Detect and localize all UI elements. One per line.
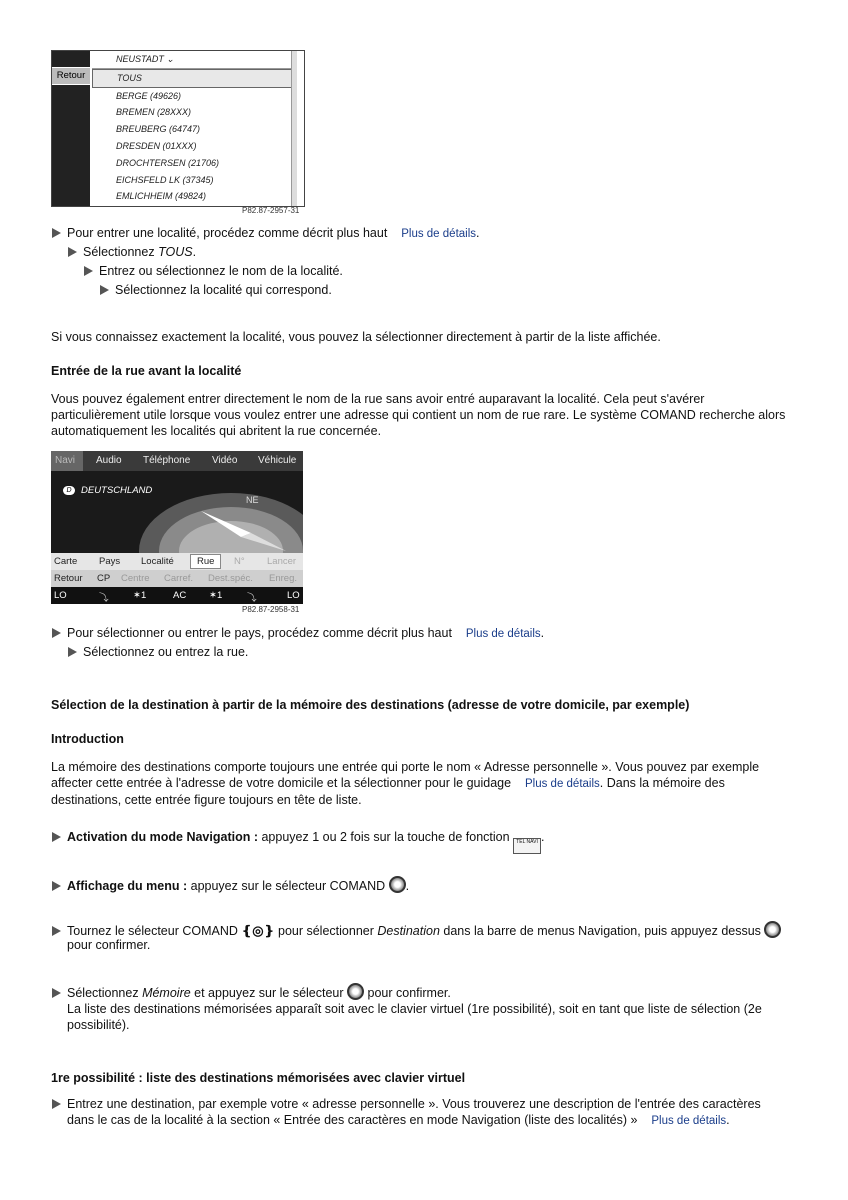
tab-carte[interactable]: Carte [54,556,78,567]
details-link[interactable]: Plus de détails [465,628,541,640]
paragraph: Vous pouvez également entrer directement le nom de la rue sans avoir entré auparavant la localité. Cela peut s'avérer particulièrement utile lorsque vous voulez entrer une adresse qui contient un nom de rue rare. Le système COMAND recherche alors automatiquement les localités qui abritent la rue concernée. [51,392,786,438]
dest-spec-button[interactable]: Dest.spéc. [208,573,253,584]
step: Entrez une destination, par exemple votre « adresse personnelle ». Vous trouverez une description de l'entrée des caractères dans le cas de la localité à la section « Entrée des caractères en mode Navigation (liste des localités) » Plus de détails. [52,1096,792,1129]
list-item[interactable]: TOUS [92,69,297,88]
details-link[interactable]: Plus de détails [651,1115,727,1127]
tab-numero[interactable]: N° [234,556,245,567]
step: Sélectionnez ou entrez la rue. [68,644,248,660]
arrow-icon [68,247,77,257]
arrow-icon [100,285,109,295]
climate-bar [51,587,303,604]
step: Entrez ou sélectionnez le nom de la localité. [84,263,343,279]
fan-right: ✶1 [209,590,223,601]
side-panel [52,51,90,206]
fan-left: ✶1 [133,590,147,601]
enreg-button[interactable]: Enreg. [269,573,297,584]
centre-button[interactable]: Centre [121,573,150,584]
seat-icon: ⤵ [247,593,257,604]
section-heading: Sélection de la destination à partir de la mémoire des destinations (adresse de votre domicile, par exemple) [51,698,690,712]
tab-pays[interactable]: Pays [99,556,121,567]
menu-item-telephone[interactable]: Téléphone [143,455,191,466]
step: Pour sélectionner ou entrer le pays, procédez comme décrit plus haut Plus de détails. [52,625,544,642]
country-label: D DEUTSCHLAND [63,485,152,496]
navigation-screenshot [51,451,303,604]
arrow-icon [84,266,93,276]
list-item[interactable]: EICHSFELD LK (37345) [116,174,214,185]
cp-button[interactable]: CP [97,573,111,584]
step-continued: La liste des destinations mémorisées apparaît soit avec le clavier virtuel (1re possibilité), soit en tant que liste de sélection (2e possibilité). [67,1002,762,1032]
tab-localite[interactable]: Localité [141,556,174,567]
menu-item-audio[interactable]: Audio [96,455,122,466]
selector-press-icon [764,921,781,938]
step: Activation du mode Navigation : appuyez 1 ou 2 fois sur la touche de fonction TEL NAVI . [52,829,545,854]
list-header: NEUSTADT ⌄ [92,51,297,69]
city-list [92,51,297,206]
list-item[interactable]: BREMEN (28XXX) [116,107,192,118]
climate-lo-right: LO [287,590,300,601]
menu-bar [51,451,303,471]
step: Sélectionnez TOUS. [68,244,196,260]
list-item[interactable]: EMLICHHEIM (49824) [116,191,207,202]
details-link[interactable]: Plus de détails [524,778,600,790]
arrow-icon [52,832,61,842]
ac-label: AC [173,590,187,601]
tab-lancer[interactable]: Lancer [267,556,297,567]
city-list-screenshot [51,50,305,207]
list-item[interactable]: DRESDEN (01XXX) [116,140,197,151]
arrow-icon [52,228,61,238]
list-item[interactable]: DROCHTERSEN (21706) [116,157,220,168]
figure-caption: P82.87-2957-31 [242,206,300,215]
climate-lo-left: LO [54,590,67,601]
section-heading: Entrée de la rue avant la localité [51,364,242,378]
arrow-icon [52,1099,61,1109]
menu-item-video[interactable]: Vidéo [212,455,238,466]
paragraph: La mémoire des destinations comporte toujours une entrée qui porte le nom « Adresse personnelle ». Vous pouvez par exemple affecter cette entrée à l'adresse de votre domicile et la sélectionner pour le guidage Plus de détails. Dans la mémoire des destinations, cette entrée figure toujours en tête de liste. [51,760,760,807]
tab-rue[interactable]: Rue [190,554,221,569]
tel-navi-key-icon: TEL NAVI [513,838,541,854]
list-item[interactable]: BREUBERG (64747) [116,124,201,135]
step-continued: pour confirmer. [67,938,151,952]
paragraph: Si vous connaissez exactement la localité, vous pouvez la sélectionner directement à partir de la liste affichée. [51,330,661,344]
step: Sélectionnez Mémoire et appuyez sur le sélecteur pour confirmer. [52,983,451,1001]
compass-icon [51,471,303,553]
seat-icon: ⤵ [99,593,109,604]
figure-caption: P82.87-2958-31 [242,605,300,614]
arrow-icon [68,647,77,657]
menu-item-navi[interactable]: Navi [55,455,76,466]
selector-rotate-icon: ❴◎❵ [241,923,275,938]
details-link[interactable]: Plus de détails [401,228,477,240]
scrollbar[interactable] [291,51,297,206]
tab-bar [51,553,303,570]
arrow-icon [52,881,61,891]
carref-button[interactable]: Carref. [164,573,194,584]
section-heading: 1re possibilité : liste des destinations mémorisées avec clavier virtuel [51,1071,466,1085]
step: Sélectionnez la localité qui correspond. [100,282,332,298]
retour-button[interactable]: Retour [52,68,90,84]
country-badge: D [63,486,75,495]
list-item[interactable]: BERGE (49626) [116,90,182,101]
compass-label: NE [246,495,259,505]
selector-press-icon [389,876,406,893]
step: Affichage du menu : appuyez sur le sélecteur COMAND . [52,876,409,894]
chevron-down-icon: ⌄ [166,54,174,64]
arrow-icon [52,988,61,998]
arrow-icon [52,926,61,936]
arrow-icon [52,628,61,638]
selector-press-icon [347,983,364,1000]
step: Tournez le sélecteur COMAND ❴◎❵ pour sélectionner Destination dans la barre de menus Navigation, puis appuyez dessus [52,921,781,939]
section-heading: Introduction [51,732,124,746]
step: Pour entrer une localité, procédez comme décrit plus haut Plus de détails. [52,225,480,242]
option-bar [51,570,303,587]
menu-item-vehicle[interactable]: Véhicule [258,455,297,466]
retour-button[interactable]: Retour [54,573,83,584]
